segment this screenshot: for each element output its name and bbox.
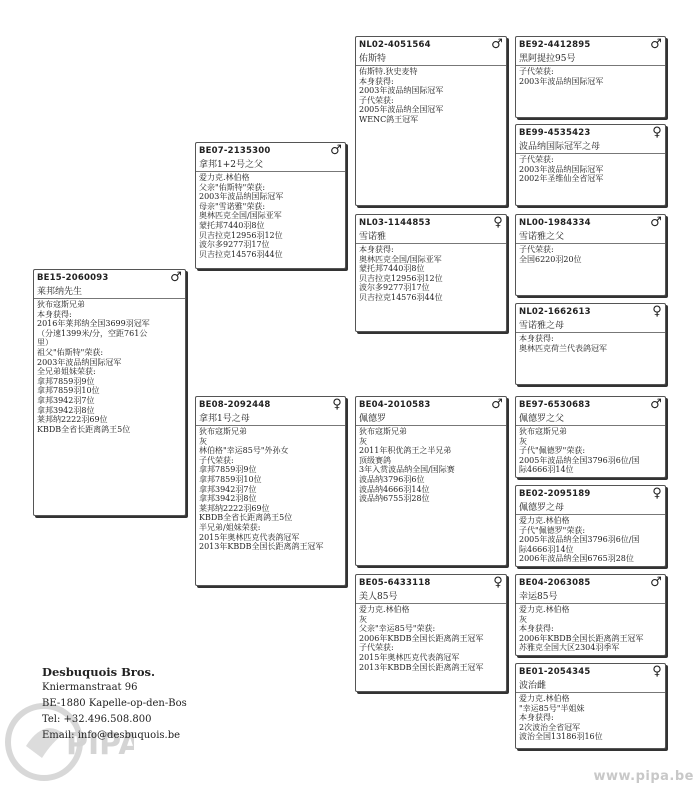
detail-line: 爱力克.林伯格 [519, 516, 570, 525]
ring-number-text: NL02-4051564 [359, 40, 431, 50]
pigeon-card-sire-sire [355, 36, 507, 206]
ring-number [356, 397, 506, 413]
ring-number-text: BE99-4535423 [519, 128, 591, 138]
detail-line: 子代荣获: [519, 245, 554, 254]
pigeon-name: 雪诺雅之母 [516, 320, 665, 333]
pigeon-name: 黑阿提拉95号 [516, 53, 665, 66]
pigeon-card-sire [195, 142, 346, 269]
detail-line: 2005年波品纳全国3796羽6位/国 [519, 455, 640, 465]
detail-line: 灰 [519, 436, 527, 446]
detail-line: 本身获得: [359, 245, 394, 254]
detail-line: 本身获得: [519, 713, 554, 723]
ring-number [356, 215, 506, 231]
pigeon-details [516, 426, 665, 476]
ring-number-text: BE15-2060093 [37, 273, 109, 283]
pigeon-name: 雪诺雅 [356, 231, 506, 244]
female-icon: ♀ [493, 215, 503, 230]
ring-number [516, 304, 665, 320]
detail-line: 2013年KBDB全国长距离鸽王冠军 [199, 542, 324, 552]
detail-line: 际4666羽14位 [519, 465, 574, 475]
pigeon-card-sd-dam [515, 303, 666, 385]
pigeon-details [516, 244, 665, 265]
detail-line: 拿邦7859羽10位 [199, 474, 262, 484]
male-icon: ♂ [650, 575, 662, 590]
ring-number-text: BE08-2092448 [199, 400, 271, 410]
pigeon-name: 佩德罗之母 [516, 502, 665, 515]
detail-line: 2003年波品纳国际冠军 [359, 86, 444, 96]
ring-number-text: BE05-6433118 [359, 578, 431, 588]
pigeon-details [356, 244, 506, 304]
detail-line: 拿邦3942羽8位 [37, 405, 95, 415]
detail-line: 2016年莱邦纳全国3699羽冠军 [37, 319, 150, 329]
pigeon-name: 雪诺雅之父 [516, 231, 665, 244]
pigeon-card-dam-dam [355, 574, 507, 692]
detail-line: 2003年波品纳国际冠军 [519, 76, 604, 86]
male-icon: ♂ [650, 37, 662, 52]
detail-line: 波品纳3796羽6位 [359, 474, 425, 484]
breeder-street: Kniermanstraat 96 [42, 682, 138, 693]
detail-line: 狄布寇斯兄弟 [359, 427, 407, 436]
ring-number-text: BE07-2135300 [199, 146, 271, 156]
ring-number [516, 397, 665, 413]
detail-line: 波品纳6755羽28位 [359, 494, 430, 504]
detail-line: 贝吉拉克14576羽44位 [359, 292, 443, 302]
pigeon-card-dd-sire [515, 574, 666, 656]
ring-number-text: NL00-1984334 [519, 218, 591, 228]
detail-line: 林伯格"幸运85号"外孙女 [199, 446, 289, 456]
watermark-logo-text: PIPA [66, 727, 134, 762]
ring-number-text: BE04-2063085 [519, 578, 591, 588]
pigeon-name: 佑斯特 [356, 53, 506, 66]
ring-number [196, 143, 345, 159]
detail-line: 2006年KBDB全国长距离鸽王冠军 [519, 633, 644, 643]
male-icon: ♂ [491, 37, 503, 52]
female-icon: ♀ [652, 304, 662, 319]
pigeon-card-dam [195, 396, 346, 586]
female-icon: ♀ [652, 125, 662, 140]
pigeon-name: 莱邦纳先生 [34, 286, 185, 299]
pigeon-card-sd-sire [515, 214, 666, 296]
female-icon: ♀ [493, 575, 503, 590]
detail-line: 奥林匹克全国/国际亚军 [199, 211, 282, 221]
detail-line: 全国6220羽20位 [519, 254, 582, 264]
detail-line: 蒙托邦7440羽8位 [199, 220, 265, 230]
female-icon: ♀ [332, 397, 342, 412]
ring-number-text: BE01-2054345 [519, 667, 591, 677]
detail-line: 2015年奥林匹克代表鸽冠军 [359, 652, 460, 662]
pigeon-card-ds-dam [515, 485, 666, 567]
detail-line: 2次波治全省冠军 [519, 722, 581, 732]
detail-line: 奥林匹克荷兰代表鸽冠军 [519, 343, 607, 353]
detail-line: 灰 [519, 614, 527, 624]
detail-line: "幸运85号"半姐妹 [519, 703, 585, 713]
watermark-site: www.pipa.be [593, 769, 694, 784]
detail-line: WENC鸽王冠军 [359, 114, 419, 124]
pigeon-name: 美人85号 [356, 591, 506, 604]
detail-line: 子代荣获: [519, 67, 554, 76]
detail-line: 本身获得: [359, 76, 394, 86]
male-icon: ♂ [330, 143, 342, 158]
detail-line: 本身获得: [519, 624, 554, 634]
detail-line: 父亲"幸运85号"荣获: [359, 624, 436, 634]
pigeon-card-dam-sire [355, 396, 507, 566]
breeder-info [42, 664, 187, 744]
ring-number [516, 125, 665, 141]
pigeon-details [34, 299, 185, 435]
detail-line: 子代荣获: [519, 155, 554, 164]
detail-line: 拿邦3942羽7位 [37, 395, 95, 405]
pigeon-details [196, 426, 345, 553]
detail-line: 2011年积优鸽王之半兄弟 [359, 446, 452, 456]
detail-line: 波品纳4666羽14位 [359, 484, 430, 494]
ring-number [356, 37, 506, 53]
female-icon: ♀ [652, 664, 662, 679]
detail-line: 本身获得: [519, 334, 554, 343]
female-icon: ♀ [652, 486, 662, 501]
pigeon-details [516, 333, 665, 354]
detail-line: 拿邦7859羽9位 [199, 465, 257, 475]
detail-line: 顶级赛鸽 [359, 455, 391, 465]
pigeon-details [516, 154, 665, 185]
breeder-tel: Tel: +32.496.508.800 [42, 714, 152, 725]
detail-line: 莱邦纳2222羽69位 [37, 415, 108, 425]
detail-line: 波治全国13186羽16位 [519, 732, 603, 742]
detail-line: 佑斯特.狄史麦特 [359, 67, 418, 76]
ring-number-text: BE97-6530683 [519, 400, 591, 410]
detail-line: 2003年波品纳国际冠军 [199, 192, 284, 202]
pigeon-name: 佩德罗之父 [516, 413, 665, 426]
pigeon-card-subject [33, 269, 186, 516]
ring-number-text: BE92-4412895 [519, 40, 591, 50]
detail-line: 2006年波品纳全国6765羽28位 [519, 554, 634, 564]
ring-number-text: BE04-2010583 [359, 400, 431, 410]
pigeon-name: 佩德罗 [356, 413, 506, 426]
detail-line: 奥林匹克全国/国际亚军 [359, 254, 442, 264]
male-icon: ♂ [491, 397, 503, 412]
pigeon-details [196, 172, 345, 260]
detail-line: （分速1399米/分，空距761公 [37, 328, 148, 338]
detail-line: 贝吉拉克12956羽12位 [359, 273, 443, 283]
pigeon-name: 拿邦1+2号之父 [196, 159, 345, 172]
breeder-name: Desbuquois Bros. [42, 665, 156, 679]
male-icon: ♂ [650, 397, 662, 412]
detail-line: 贝吉拉克12956羽12位 [199, 230, 283, 240]
pigeon-name: 幸运85号 [516, 591, 665, 604]
ring-number [516, 575, 665, 591]
ring-number-text: NL02-1662613 [519, 307, 591, 317]
detail-line: 母亲"雪诺雅"荣获: [199, 201, 266, 211]
detail-line: 2006年KBDB全国长距离鸽王冠军 [359, 633, 484, 643]
detail-line: 灰 [359, 436, 367, 446]
detail-line: 狄布寇斯兄弟 [199, 427, 247, 436]
detail-line: 拿邦3942羽8位 [199, 494, 257, 504]
pigeon-card-ss-dam [515, 124, 666, 206]
detail-line: 蒙托邦7440羽8位 [359, 264, 425, 274]
detail-line: 狄布寇斯兄弟 [37, 300, 85, 309]
detail-line: 2002年圣维仙全省冠军 [519, 174, 604, 184]
detail-line: 爱力克.林伯格 [519, 694, 570, 703]
male-icon: ♂ [650, 215, 662, 230]
detail-line: 里） [37, 338, 53, 348]
pigeon-details [516, 66, 665, 87]
ring-number [516, 37, 665, 53]
pigeon-name: 波品纳国际冠军之母 [516, 141, 665, 154]
male-icon: ♂ [170, 270, 182, 285]
pigeon-card-ss-sire [515, 36, 666, 118]
ring-number-text: NL03-1144853 [359, 218, 431, 228]
detail-line: KBDB全省长距离鸽王5位 [199, 513, 293, 523]
detail-line: 拿邦3942羽7位 [199, 484, 257, 494]
breeder-city: BE-1880 Kapelle-op-den-Bos [42, 698, 187, 709]
detail-line: 爱力克.林伯格 [359, 605, 410, 614]
detail-line: 际4666羽14位 [519, 544, 574, 554]
detail-line: 爱力克.林伯格 [519, 605, 570, 614]
pigeon-card-dd-dam [515, 663, 666, 749]
detail-line: 波尔多9277羽17位 [359, 283, 430, 293]
pigeon-details [356, 426, 506, 505]
detail-line: 波尔多9277羽17位 [199, 240, 270, 250]
pigeon-card-sire-dam [355, 214, 507, 332]
detail-line: 父亲"佑斯特"荣获: [199, 182, 266, 192]
detail-line: 本身获得: [37, 309, 72, 319]
pigeon-details [356, 604, 506, 673]
ring-number [196, 397, 345, 413]
ring-number [356, 575, 506, 591]
detail-line: 子代荣获: [359, 95, 394, 105]
ring-number [34, 270, 185, 286]
detail-line: 子代荣获: [359, 643, 394, 653]
pigeon-details [516, 515, 665, 565]
pigeon-name: 波治雌 [516, 680, 665, 693]
detail-line: 3年入赏波品纳全国/国际赛 [359, 465, 455, 475]
detail-line: 拿邦7859羽10位 [37, 386, 100, 396]
detail-line: 子代荣获: [199, 455, 234, 465]
detail-line: 狄布寇斯兄弟 [519, 427, 567, 436]
detail-line: 半兄弟/姐妹荣获: [199, 522, 261, 532]
detail-line: 子代"佩德罗"荣获: [519, 525, 586, 535]
detail-line: 祖父"佑斯特"荣获: [37, 347, 104, 357]
detail-line: 贝吉拉克14576羽44位 [199, 249, 283, 259]
pigeon-name: 拿邦1号之母 [196, 413, 345, 426]
detail-line: 2015年奥林匹克代表鸽冠军 [199, 532, 300, 542]
pigeon-card-ds-sire [515, 396, 666, 478]
pigeon-details [356, 66, 506, 126]
detail-line: 2005年波品纳全国冠军 [359, 105, 444, 115]
detail-line: 莱邦纳2222羽69位 [199, 503, 270, 513]
detail-line: KBDB全省长距离鸽王5位 [37, 424, 131, 434]
pigeon-details [516, 693, 665, 743]
detail-line: 灰 [359, 614, 367, 624]
ring-number [516, 664, 665, 680]
ring-number [516, 486, 665, 502]
detail-line: 拿邦7859羽9位 [37, 376, 95, 386]
ring-number [516, 215, 665, 231]
detail-line: 苏雅克全国大区2304羽季军 [519, 643, 620, 653]
detail-line: 爱力克.林伯格 [199, 173, 250, 182]
detail-line: 2005年波品纳全国3796羽6位/国 [519, 535, 640, 545]
breeder-email[interactable]: Email: info@desbuquois.be [42, 730, 181, 741]
pigeon-details [516, 604, 665, 654]
ring-number-text: BE02-2095189 [519, 489, 591, 499]
detail-line: 灰 [199, 436, 207, 446]
detail-line: 2003年波品纳国际冠军 [37, 357, 122, 367]
detail-line: 2003年波品纳国际冠军 [519, 164, 604, 174]
detail-line: 全兄弟姐妹荣获: [37, 367, 96, 377]
detail-line: 2013年KBDB全国长距离鸽王冠军 [359, 662, 484, 672]
detail-line: 子代"佩德罗"荣获: [519, 446, 586, 456]
